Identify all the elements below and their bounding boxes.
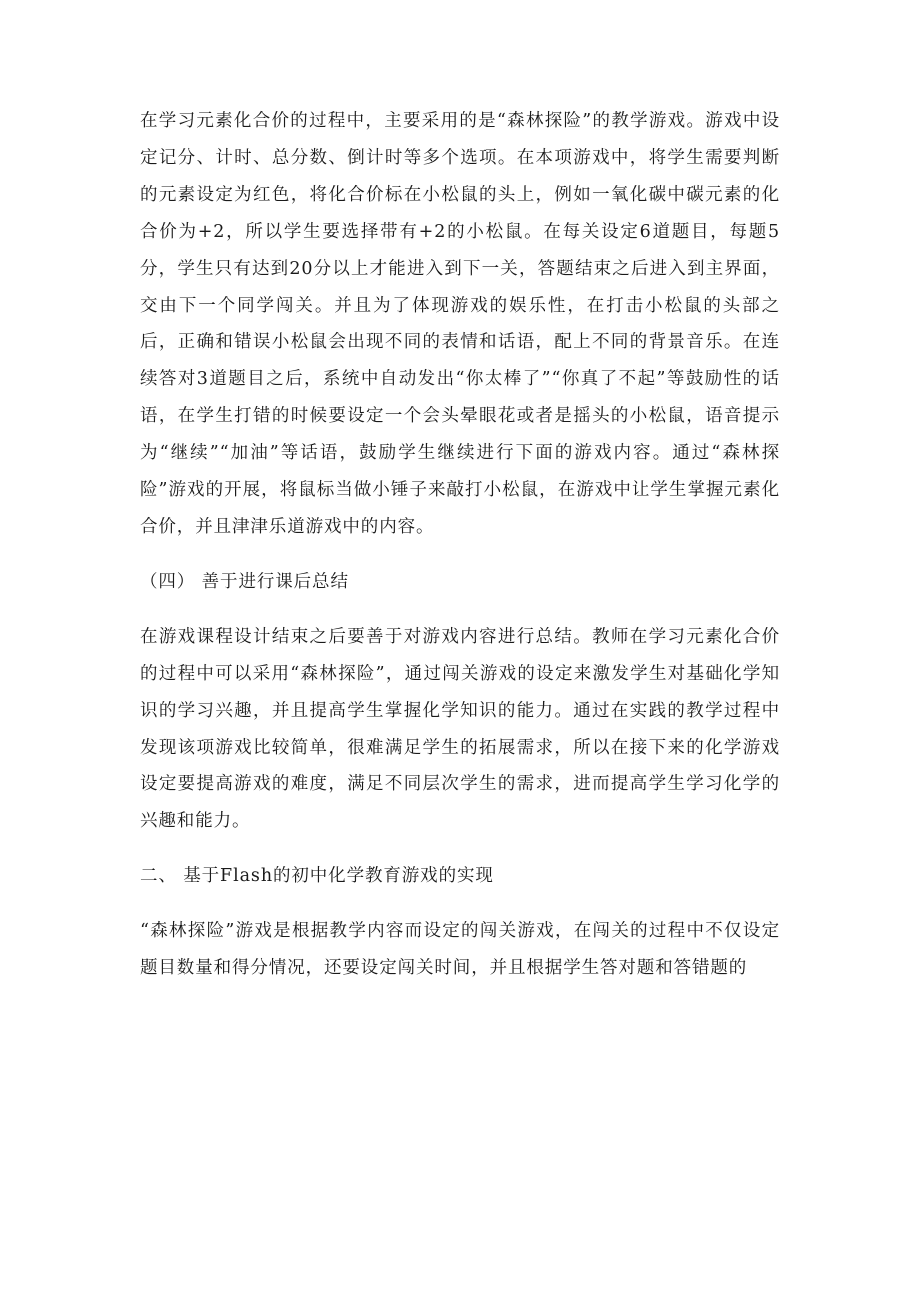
document-page: [140, 103, 780, 987]
body-paragraph-summary: 在游戏课程设计结束之后要善于对游戏内容进行总结。教师在学习元素化合价的过程中可以采用“森林探险”，通过闯关游戏的设定来激发学生对基础化学知识的学习兴趣，并且提高学生掌握化学知识的能力。通过在实践的教学过程中发现该项游戏比较简单，很难满足学生的拓展需求，所以在接下来的化学游戏设定要提高游戏的难度，满足不同层次学生的需求，进而提高学生学习化学的兴趣和能力。: [140, 626, 780, 832]
body-paragraph-implementation: “森林探险”游戏是根据教学内容而设定的闯关游戏，在闯关的过程中不仅设定题目数量和得分情况，还要设定闯关时间，并且根据学生答对题和答错题的: [140, 921, 780, 979]
body-paragraph-forest-game: 在学习元素化合价的过程中，主要采用的是“森林探险”的教学游戏。游戏中设定记分、计时、总分数、倒计时等多个选项。在本项游戏中，将学生需要判断的元素设定为红色，将化合价标在小松鼠的头上，例如一氧化碳中碳元素的化合价为+2，所以学生要选择带有+2的小松鼠。在每关设定6道题目，每题5分，学生只有达到20分以上才能进入到下一关，答题结束之后进入到主界面，交由下一个同学闯关。并且为了体现游戏的娱乐性，在打击小松鼠的头部之后，正确和错误小松鼠会出现不同的表情和话语，配上不同的背景音乐。在连续答对3道题目之后，系统中自动发出“你太棒了”“你真了不起”等鼓励性的话语，在学生打错的时候要设定一个会头晕眼花或者是摇头的小松鼠，语音提示为“继续”“加油”等话语，鼓励学生继续进行下面的游戏内容。通过“森林探险”游戏的开展，将鼠标当做小锤子来敲打小松鼠，在游戏中让学生掌握元素化合价，并且津津乐道游戏中的内容。: [140, 111, 780, 537]
section-heading-flash-implementation: 二、 基于Flash的初中化学教育游戏的实现: [140, 866, 494, 887]
section-heading-summary: （四） 善于进行课后总结: [140, 571, 349, 592]
